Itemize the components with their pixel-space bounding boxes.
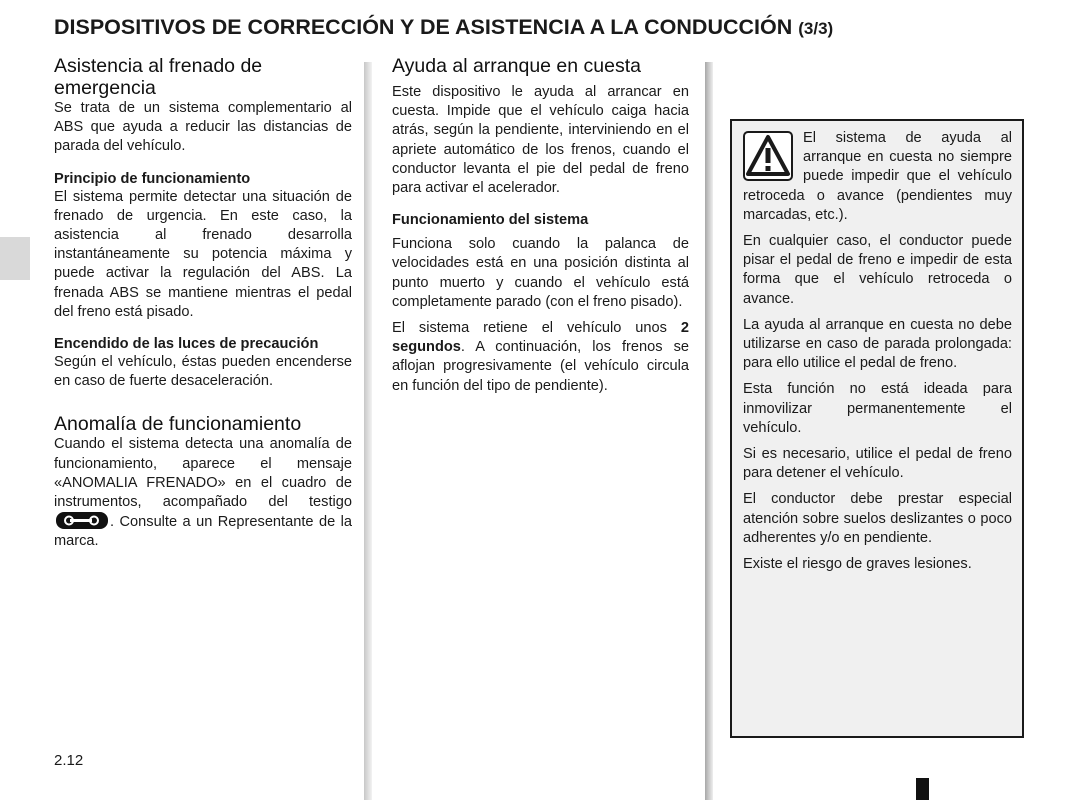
column-divider-right [705, 62, 713, 800]
malfunction-text-b: . Consulte a un Representante de la marca. [54, 514, 352, 550]
warning-paragraph-7: Existe el riesgo de graves lesiones. [743, 556, 972, 573]
page-title-part: (3/3) [798, 19, 834, 38]
page-number: 2.12 [54, 752, 84, 769]
section-side-tab [0, 237, 30, 280]
warning-paragraph-5: Si es necesario, utilice el pedal de freno para detener el vehículo. [743, 446, 1012, 482]
subheading-principle: Principio de funcionamiento [54, 170, 251, 187]
warning-paragraph-4: Esta función no está ideada para inmovilizar permanentemente el vehículo. [743, 381, 1012, 436]
paragraph-system-operation: Funciona solo cuando la palanca de velocidades está en una posición distinta al punto muerto y cuando el vehículo está completamente parado (con el freno pisado). [392, 236, 689, 310]
subheading-hazard-lights: Encendido de las luces de precaución [54, 336, 319, 353]
warning-box [730, 119, 1024, 738]
corner-mark [916, 778, 929, 800]
wrench-telltale-icon [56, 512, 108, 529]
heading-malfunction: Anomalía de funcionamiento [54, 413, 302, 436]
malfunction-text-a: Cuando el sistema detecta una anomalía de funcionamiento, aparece el mensaje «ANOMALIA FRENADO» en el cuadro de instrumentos, acompañado del testigo [54, 436, 352, 511]
page-title [54, 15, 1054, 40]
heading-emergency-brake-assist: Asistencia al frenado de emergencia [54, 55, 263, 99]
warning-paragraph-1: El sistema de ayuda al arranque en cuesta no siempre puede impedir que el vehículo retroceda o avance (pendientes muy marcadas, etc.). [743, 130, 1012, 223]
hold-time-duration: 2 segundos [392, 320, 689, 356]
paragraph-hill-start-assist: Este dispositivo le ayuda al arrancar en cuesta. Impide que el vehículo caiga hacia atrás, según la pendiente, interviniendo en el apriete automático de los frenos, cuando el conductor levanta el pie del pedal de freno para activar el acelerador. [392, 84, 689, 197]
hold-time-text-b: . A continuación, los frenos se aflojan progresivamente (el vehículo circula en función del tipo de pendiente). [392, 339, 689, 394]
subheading-system-operation: Funcionamiento del sistema [392, 212, 589, 229]
column-left [54, 55, 352, 552]
paragraph-hazard-lights: Según el vehículo, éstas pueden encenderse en caso de fuerte desaceleración. [54, 354, 352, 390]
warning-triangle-icon [743, 131, 793, 181]
paragraph-emergency-brake-assist: Se trata de un sistema complementario al ABS que ayuda a reducir las distancias de parada del vehículo. [54, 100, 352, 155]
paragraph-malfunction [54, 435, 352, 551]
warning-paragraph-3: La ayuda al arranque en cuesta no debe utilizarse en caso de parada prolongada: para ello utilice el pedal de freno. [743, 316, 1012, 372]
page-title-text: DISPOSITIVOS DE CORRECCIÓN Y DE ASISTENCIA A LA CONDUCCIÓN [54, 15, 793, 39]
column-middle [392, 55, 689, 396]
warning-paragraph-2: En cualquier caso, el conductor puede pisar el pedal de freno e impedir de esta forma que el vehículo retroceda o avance. [743, 233, 1012, 307]
column-divider-left [364, 62, 372, 800]
paragraph-principle: El sistema permite detectar una situación de frenado de urgencia. En este caso, la asistencia al frenado desarrolla instantáneamente su potencia máxima y puede activar la regulación del ABS. La frenada ABS se mantiene mientras el pedal del freno está pisado. [54, 188, 352, 320]
heading-hill-start-assist: Ayuda al arranque en cuesta [392, 55, 641, 77]
paragraph-hold-time [392, 319, 689, 396]
warning-paragraph-6: El conductor debe prestar especial atención sobre suelos deslizantes o poco adherentes y/o en pendiente. [743, 491, 1012, 546]
hold-time-text-a: El sistema retiene el vehículo unos [392, 320, 667, 337]
